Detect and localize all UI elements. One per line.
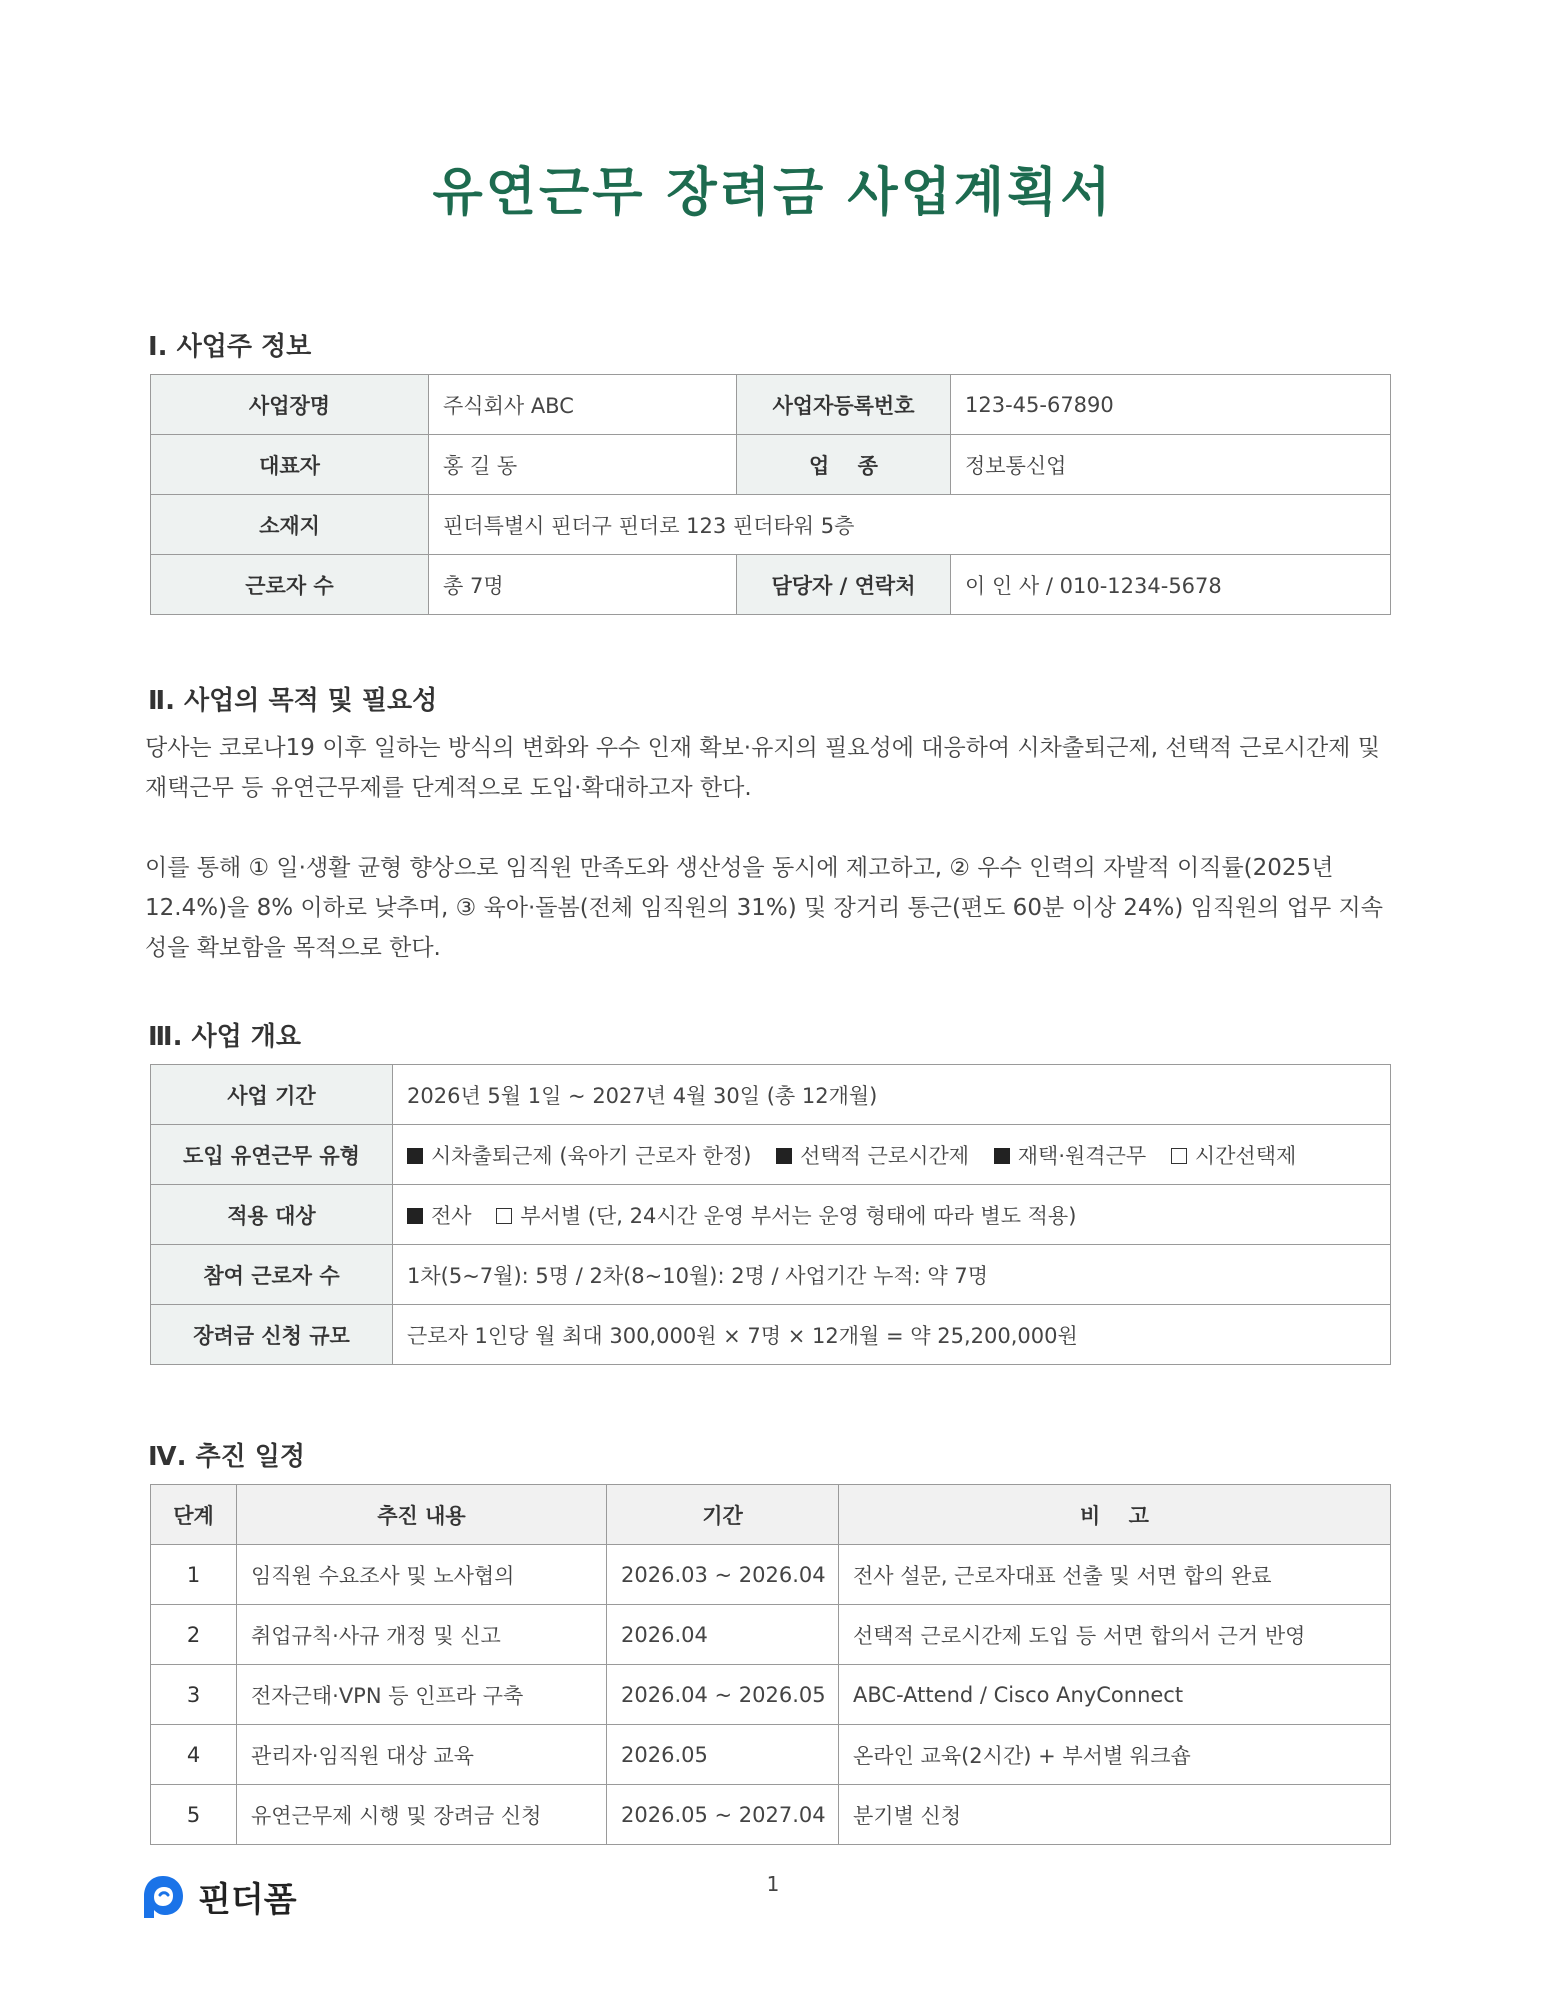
paragraph: 당사는 코로나19 이후 일하는 방식의 변화와 우수 인재 확보·유지의 필요성에 대응하여 시차출퇴근제, 선택적 근로시간제 및 재택근무 등 유연근무제를 단계적으로 도입·확대하고자 한다.: [145, 735, 1380, 801]
table-row: [151, 555, 1391, 615]
content-cell: 취업규칙·사규 개정 및 신고: [237, 1605, 607, 1665]
type-option: 시차출퇴근제 (육아기 근로자 한정): [407, 1144, 751, 1168]
checked-box-icon: [407, 1148, 423, 1164]
brand-name: 핀더폼: [198, 1880, 297, 1920]
type-label: 도입 유연근무 유형: [151, 1125, 393, 1185]
page-number: 1: [766, 1872, 780, 1896]
worker-count-label: 근로자 수: [151, 555, 429, 615]
step-cell: 3: [151, 1665, 237, 1725]
unchecked-box-icon: [496, 1208, 512, 1224]
column-header: 비 고: [839, 1485, 1391, 1545]
employer-info-table: [150, 374, 1391, 615]
note-cell: ABC-Attend / Cisco AnyConnect: [839, 1665, 1391, 1725]
scale-value: 근로자 1인당 월 최대 300,000원 × 7명 × 12개월 = 약 25,200,000원: [393, 1305, 1391, 1365]
worker-count-value: 총 7명: [429, 555, 737, 615]
content-cell: 관리자·임직원 대상 교육: [237, 1725, 607, 1785]
industry-label: 업 종: [737, 435, 951, 495]
column-header: 단계: [151, 1485, 237, 1545]
note-cell: 전사 설문, 근로자대표 선출 및 서면 합의 완료: [839, 1545, 1391, 1605]
type-options: [393, 1125, 1391, 1185]
registration-number-value: 123-45-67890: [951, 375, 1391, 435]
page-title: 유연근무 장려금 사업계획서: [432, 163, 1114, 223]
period-cell: 2026.04 ~ 2026.05: [607, 1665, 839, 1725]
type-option: 시간선택제: [1171, 1144, 1296, 1168]
section-4-heading: Ⅳ. 추진 일정: [148, 1442, 306, 1472]
business-name-label: 사업장명: [151, 375, 429, 435]
type-option: 선택적 근로시간제: [776, 1144, 969, 1168]
contact-value: 이 인 사 / 010-1234-5678: [951, 555, 1391, 615]
target-option: 부서별 (단, 24시간 운영 부서는 운영 형태에 따라 별도 적용): [496, 1204, 1076, 1228]
table-row: [151, 1245, 1391, 1305]
step-cell: 4: [151, 1725, 237, 1785]
note-cell: 분기별 신청: [839, 1785, 1391, 1845]
period-label: 사업 기간: [151, 1065, 393, 1125]
section-1-heading: Ⅰ. 사업주 정보: [148, 332, 312, 362]
column-header: 기간: [607, 1485, 839, 1545]
period-value: 2026년 5월 1일 ~ 2027년 4월 30일 (총 12개월): [393, 1065, 1391, 1125]
table-row: [151, 495, 1391, 555]
contact-label: 담당자 / 연락처: [737, 555, 951, 615]
table-row: [151, 1125, 1391, 1185]
period-cell: 2026.05: [607, 1725, 839, 1785]
paragraph: 이를 통해 ① 일·생활 균형 향상으로 임직원 만족도와 생산성을 동시에 제고하고, ② 우수 인력의 자발적 이직률(2025년 12.4%)을 8% 이하로 낮추며, ③ 육아·돌봄(전체 임직원의 31%) 및 장거리 통근(편도 60분 이상 24%) 임직원의 업무 지속성을 확보함을 목적으로 한다.: [145, 855, 1383, 961]
address-label: 소재지: [151, 495, 429, 555]
table-header-row: [151, 1485, 1391, 1545]
workers-label: 참여 근로자 수: [151, 1245, 393, 1305]
table-row: [151, 1785, 1391, 1845]
column-header: 추진 내용: [237, 1485, 607, 1545]
content-cell: 유연근무제 시행 및 장려금 신청: [237, 1785, 607, 1845]
representative-label: 대표자: [151, 435, 429, 495]
unchecked-box-icon: [1171, 1148, 1187, 1164]
purpose-text: [145, 728, 1405, 968]
target-label: 적용 대상: [151, 1185, 393, 1245]
content-cell: 임직원 수요조사 및 노사협의: [237, 1545, 607, 1605]
address-value: 핀더특별시 핀더구 핀더로 123 핀더타워 5층: [429, 495, 1391, 555]
table-row: [151, 1605, 1391, 1665]
content-cell: 전자근태·VPN 등 인프라 구축: [237, 1665, 607, 1725]
table-row: [151, 1665, 1391, 1725]
table-row: [151, 435, 1391, 495]
table-row: [151, 1065, 1391, 1125]
type-option: 재택·원격근무: [994, 1144, 1146, 1168]
workers-value: 1차(5~7월): 5명 / 2차(8~10월): 2명 / 사업기간 누적: 약 7명: [393, 1245, 1391, 1305]
step-cell: 2: [151, 1605, 237, 1665]
period-cell: 2026.03 ~ 2026.04: [607, 1545, 839, 1605]
business-name-value: 주식회사 ABC: [429, 375, 737, 435]
period-cell: 2026.05 ~ 2027.04: [607, 1785, 839, 1845]
step-cell: 1: [151, 1545, 237, 1605]
note-cell: 온라인 교육(2시간) + 부서별 워크숍: [839, 1725, 1391, 1785]
checked-box-icon: [776, 1148, 792, 1164]
scale-label: 장려금 신청 규모: [151, 1305, 393, 1365]
schedule-table: [150, 1484, 1391, 1845]
target-option: 전사: [407, 1204, 472, 1228]
step-cell: 5: [151, 1785, 237, 1845]
table-row: [151, 1305, 1391, 1365]
table-row: [151, 1185, 1391, 1245]
table-row: [151, 375, 1391, 435]
table-row: [151, 1725, 1391, 1785]
checked-box-icon: [994, 1148, 1010, 1164]
checked-box-icon: [407, 1208, 423, 1224]
section-2-heading: Ⅱ. 사업의 목적 및 필요성: [148, 686, 438, 716]
period-cell: 2026.04: [607, 1605, 839, 1665]
project-overview-table: [150, 1064, 1391, 1365]
table-row: [151, 1545, 1391, 1605]
section-3-heading: Ⅲ. 사업 개요: [148, 1022, 302, 1052]
industry-value: 정보통신업: [951, 435, 1391, 495]
registration-number-label: 사업자등록번호: [737, 375, 951, 435]
target-options: [393, 1185, 1391, 1245]
note-cell: 선택적 근로시간제 도입 등 서면 합의서 근거 반영: [839, 1605, 1391, 1665]
representative-value: 홍 길 동: [429, 435, 737, 495]
